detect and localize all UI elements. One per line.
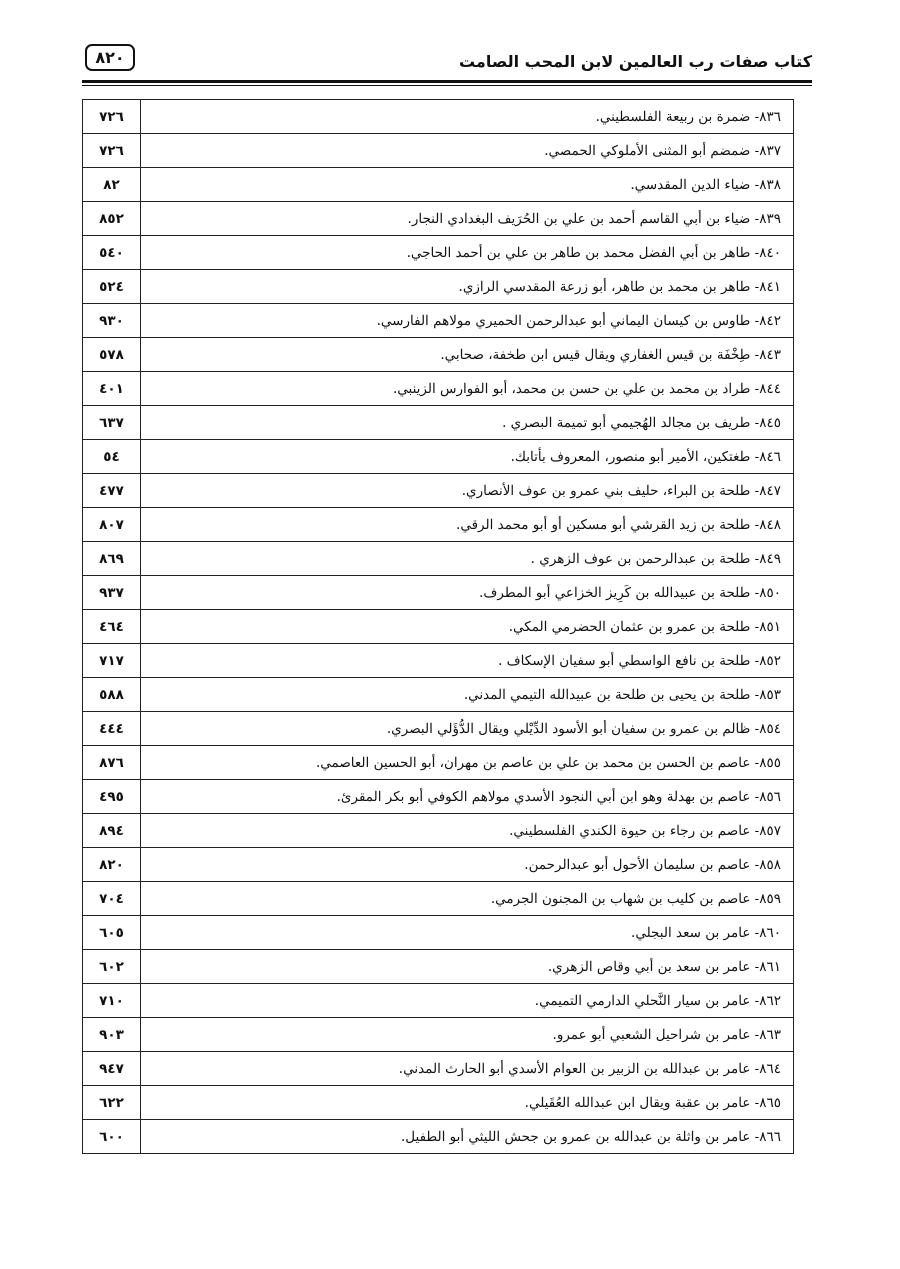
table-row [83, 644, 794, 678]
table-row [83, 202, 794, 236]
narrator-entry: ٨٤٠- طاهر بن أبي الفضل محمد بن طاهر بن علي بن أحمد الحاجي. [141, 236, 794, 270]
page-reference: ٩٠٣ [83, 1018, 141, 1052]
page-reference: ٦٢٢ [83, 1086, 141, 1120]
narrator-entry: ٨٦١- عامر بن سعد بن أبي وقاص الزهري. [141, 950, 794, 984]
table-row [83, 440, 794, 474]
narrator-entry: ٨٣٨- ضياء الدين المقدسي. [141, 168, 794, 202]
table-row [83, 984, 794, 1018]
narrator-entry: ٨٥٠- طلحة بن عبيدالله بن كَرِيز الخزاعي أبو المطرف. [141, 576, 794, 610]
narrator-entry: ٨٥٤- ظالم بن عمرو بن سفيان أبو الأسود الدِّيْلي ويقال الدُّؤَلي البصري. [141, 712, 794, 746]
page-reference: ٨٩٤ [83, 814, 141, 848]
table-row [83, 916, 794, 950]
narrator-entry: ٨٥٥- عاصم بن الحسن بن محمد بن علي بن عاصم بن مهران، أبو الحسين العاصمي. [141, 746, 794, 780]
table-row [83, 712, 794, 746]
narrator-entry: ٨٤٦- طغتكين، الأمير أبو منصور، المعروف بأتابك. [141, 440, 794, 474]
page-reference: ٦٠٠ [83, 1120, 141, 1154]
narrator-entry: ٨٤٩- طلحة بن عبدالرحمن بن عوف الزهري . [141, 542, 794, 576]
page-reference: ٨٥٢ [83, 202, 141, 236]
page-number: ٨٢٠ [85, 44, 135, 71]
narrator-entry: ٨٤٥- طريف بن مجالد الهُجيمي أبو تميمة البصري . [141, 406, 794, 440]
page-reference: ٩٤٧ [83, 1052, 141, 1086]
narrator-entry: ٨٥٣- طلحة بن يحيى بن طلحة بن عبيدالله التيمي المدني. [141, 678, 794, 712]
table-row [83, 100, 794, 134]
table-row [83, 474, 794, 508]
page-reference: ٦٠٢ [83, 950, 141, 984]
table-row [83, 372, 794, 406]
table-row [83, 746, 794, 780]
narrator-entry: ٨٣٩- ضياء بن أبي القاسم أحمد بن علي بن الحُرَيف البغدادي النجار. [141, 202, 794, 236]
table-row [83, 542, 794, 576]
table-row [83, 168, 794, 202]
narrator-entry: ٨٦٢- عامر بن سيار النَّحلي الدارمي التميمي. [141, 984, 794, 1018]
table-row [83, 950, 794, 984]
narrator-entry: ٨٥١- طلحة بن عمرو بن عثمان الحضرمي المكي. [141, 610, 794, 644]
page-reference: ٥٨٨ [83, 678, 141, 712]
table-row [83, 304, 794, 338]
table-row [83, 134, 794, 168]
index-table-body [83, 100, 794, 1154]
table-row [83, 814, 794, 848]
narrator-entry: ٨٤١- طاهر بن محمد بن طاهر، أبو زرعة المقدسي الرازي. [141, 270, 794, 304]
page-reference: ٨٢ [83, 168, 141, 202]
page-reference: ٤٦٤ [83, 610, 141, 644]
page-reference: ٧٠٤ [83, 882, 141, 916]
narrator-entry: ٨٤٨- طلحة بن زيد القرشي أبو مسكين أو أبو محمد الرقي. [141, 508, 794, 542]
table-row [83, 1052, 794, 1086]
narrator-entry: ٨٣٧- ضمضم أبو المثنى الأملوكي الحمصي. [141, 134, 794, 168]
narrator-entry: ٨٣٦- ضمرة بن ربيعة الفلسطيني. [141, 100, 794, 134]
table-row [83, 610, 794, 644]
narrator-entry: ٨٤٤- طراد بن محمد بن علي بن حسن بن محمد، أبو الفوارس الزينبي. [141, 372, 794, 406]
narrator-entry: ٨٦٣- عامر بن شراحيل الشعبي أبو عمرو. [141, 1018, 794, 1052]
table-row [83, 338, 794, 372]
page-reference: ٥٧٨ [83, 338, 141, 372]
page-reference: ٧٢٦ [83, 134, 141, 168]
page-reference: ٤٩٥ [83, 780, 141, 814]
page-reference: ٥٤٠ [83, 236, 141, 270]
narrator-entry: ٨٦٤- عامر بن عبدالله بن الزبير بن العوام الأسدي أبو الحارث المدني. [141, 1052, 794, 1086]
table-row [83, 678, 794, 712]
page-reference: ٧٢٦ [83, 100, 141, 134]
table-row [83, 406, 794, 440]
narrator-entry: ٨٤٧- طلحة بن البراء، حليف بني عمرو بن عوف الأنصاري. [141, 474, 794, 508]
page-reference: ٤٤٤ [83, 712, 141, 746]
table-row [83, 576, 794, 610]
table-row [83, 848, 794, 882]
table-row [83, 508, 794, 542]
narrator-entry: ٨٥٩- عاصم بن كليب بن شهاب بن المجنون الجرمي. [141, 882, 794, 916]
page-reference: ٤٠١ [83, 372, 141, 406]
table-row [83, 236, 794, 270]
page-reference: ٨٢٠ [83, 848, 141, 882]
header-rule-thick [82, 80, 812, 83]
table-row [83, 1018, 794, 1052]
page-reference: ٦٠٥ [83, 916, 141, 950]
index-table [82, 99, 794, 1154]
narrator-entry: ٨٤٣- طِخْفَة بن قيس الغفاري ويقال قيس ابن طخفة، صحابي. [141, 338, 794, 372]
narrator-entry: ٨٥٦- عاصم بن بهدلة وهو ابن أبي النجود الأسدي مولاهم الكوفي أبو بكر المقرئ. [141, 780, 794, 814]
narrator-entry: ٨٥٧- عاصم بن رجاء بن حيوة الكندي الفلسطيني. [141, 814, 794, 848]
narrator-entry: ٨٥٢- طلحة بن نافع الواسطي أبو سفيان الإسكاف . [141, 644, 794, 678]
page-reference: ٨٧٦ [83, 746, 141, 780]
table-row [83, 1120, 794, 1154]
narrator-entry: ٨٦٠- عامر بن سعد البجلي. [141, 916, 794, 950]
page-reference: ٩٣٠ [83, 304, 141, 338]
page-reference: ٧١٠ [83, 984, 141, 1018]
page-reference: ٤٧٧ [83, 474, 141, 508]
narrator-entry: ٨٦٦- عامر بن واثلة بن عبدالله بن عمرو بن جحش الليثي أبو الطفيل. [141, 1120, 794, 1154]
page-reference: ٥٤ [83, 440, 141, 474]
page-header [82, 44, 812, 82]
narrator-entry: ٨٤٢- طاوس بن كيسان اليماني أبو عبدالرحمن الحميري مولاهم الفارسي. [141, 304, 794, 338]
book-title: كتاب صفات رب العالمين لابن المحب الصامت [458, 52, 812, 71]
page-reference: ٨٠٧ [83, 508, 141, 542]
narrator-entry: ٨٦٥- عامر بن عقبة ويقال ابن عبدالله العُقَيلي. [141, 1086, 794, 1120]
header-rule-thin [82, 85, 812, 86]
page-reference: ٧١٧ [83, 644, 141, 678]
page-reference: ٦٣٧ [83, 406, 141, 440]
page-reference: ٥٢٤ [83, 270, 141, 304]
narrator-entry: ٨٥٨- عاصم بن سليمان الأحول أبو عبدالرحمن. [141, 848, 794, 882]
table-row [83, 882, 794, 916]
page-reference: ٩٣٧ [83, 576, 141, 610]
table-row [83, 1086, 794, 1120]
page-reference: ٨٦٩ [83, 542, 141, 576]
table-row [83, 270, 794, 304]
table-row [83, 780, 794, 814]
